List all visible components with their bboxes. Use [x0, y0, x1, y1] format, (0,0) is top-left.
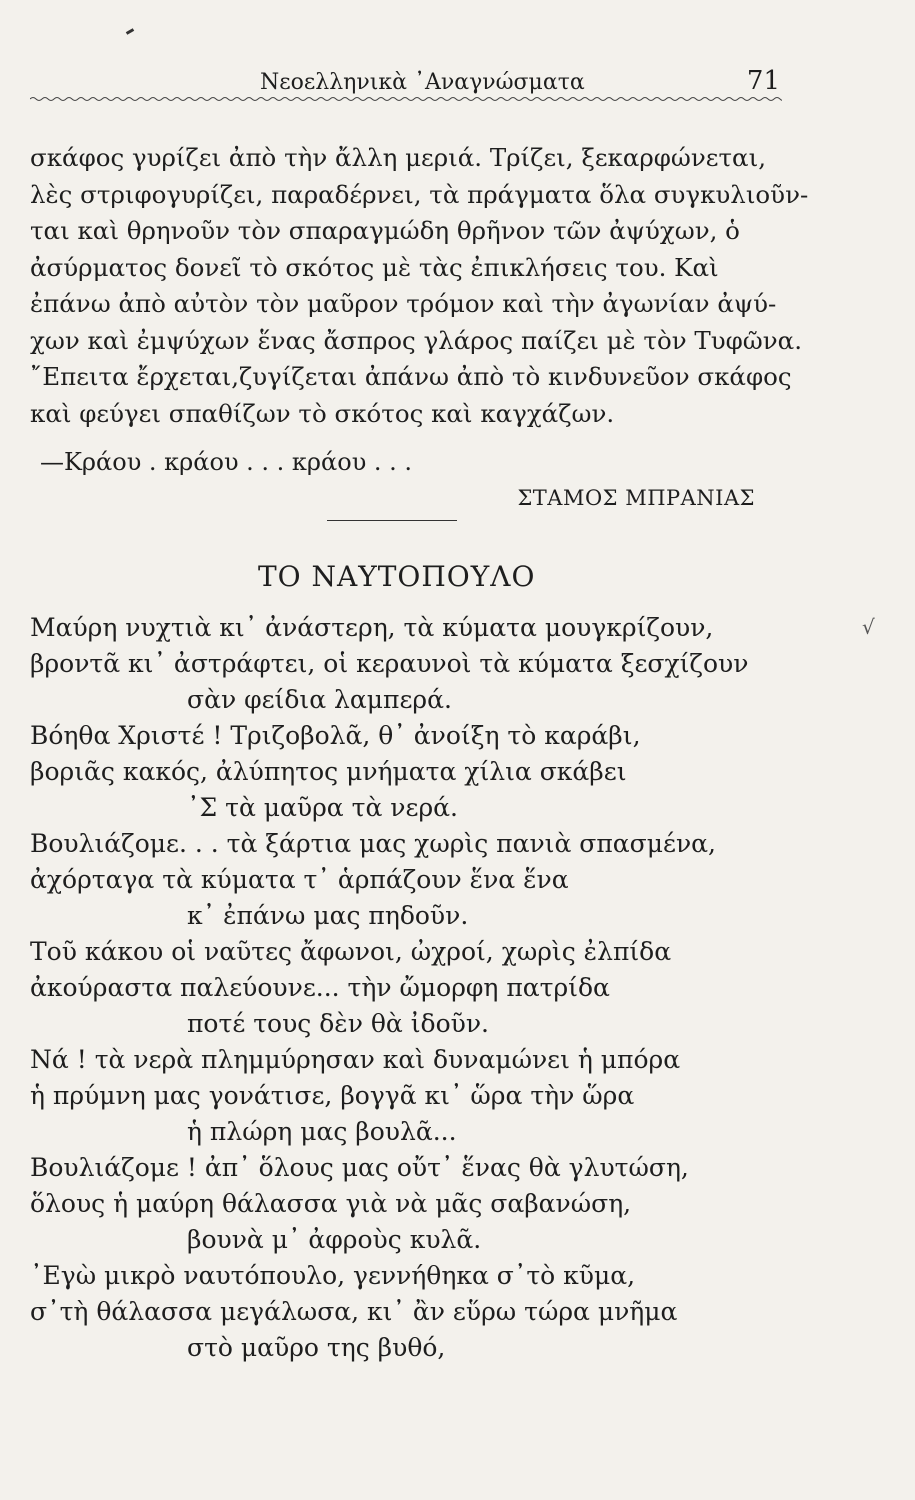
stanza — [30, 1042, 810, 1150]
prose-line: ῎Επειτα ἔρχεται,ζυγίζεται ἀπάνω ἀπὸ τὸ κινδυνεῦον σκάφος — [30, 362, 792, 391]
verse-line: Βουλιάζομε ! ἀπ᾿ ὅλους μας οὔτ᾿ ἕνας θὰ γλυτώση, — [30, 1153, 689, 1182]
verse-line: ἀκούραστα παλεύουνε... τὴν ὤμορφη πατρίδα — [30, 973, 610, 1002]
verse-line: ὅλους ἡ μαύρη θάλασσα γιὰ νὰ μᾶς σαβανώση, — [30, 1189, 632, 1218]
stanza — [30, 718, 810, 826]
running-title: Νεοελληνικὰ ᾿Αναγνώσματα — [260, 70, 585, 95]
dialogue-line: —Κράου . κράου . . . κράου . . . — [40, 448, 413, 476]
stanza — [30, 1150, 810, 1258]
prose-line: ἀσύρματος δονεῖ τὸ σκότος μὲ τὰς ἐπικλήσεις του. Καὶ — [30, 252, 719, 282]
verse-line: ἀχόρταγα τὰ κύματα τ᾿ ἁρπάζουν ἕνα ἕνα — [30, 865, 569, 894]
verse-refrain: ᾿Σ τὰ μαῦρα τὰ νερά. — [187, 793, 458, 822]
stanza — [30, 826, 810, 934]
author-signature: ΣΤΑΜΟΣ ΜΠΡΑΝΙΑΣ — [517, 486, 755, 510]
prose-line: σκάφος γυρίζει ἀπὸ τὴν ἄλλη μεριά. Τρίζει, ξεκαρφώνεται, — [30, 143, 766, 172]
verse-line: Μαύρη νυχτιὰ κι᾿ ἀνάστερη, τὰ κύματα μουγκρίζουν, — [30, 613, 714, 642]
verse-line: ἡ πρύμνη μας γονάτισε, βογγᾶ κι᾿ ὥρα τὴν ὥρα — [30, 1081, 635, 1110]
prose-line: ται καὶ θρηνοῦν τὸν σπαραγμώδη θρῆνον τῶν ἀψύχων, ὁ — [30, 216, 740, 245]
verse-refrain: ἡ πλώρη μας βουλᾶ... — [187, 1117, 457, 1146]
verse-line: Νά ! τὰ νερὰ πλημμύρησαν καὶ δυναμώνει ἡ μπόρα — [30, 1045, 681, 1074]
verse-line: Τοῦ κάκου οἱ ναῦτες ἄφωνοι, ὠχροί, χωρὶς ἐλπίδα — [30, 937, 672, 966]
verse-line: βροντᾶ κι᾿ ἀστράφτει, οἱ κεραυνοὶ τὰ κύματα ξεσχίζουν — [30, 649, 749, 678]
verse-refrain: κ᾿ ἐπάνω μας πηδοῦν. — [187, 901, 469, 930]
prose-line: χων καὶ ἐμψύχων ἕνας ἄσπρος γλάρος παίζει μὲ τὸν Τυφῶνα. — [30, 325, 803, 355]
stanza — [30, 1258, 810, 1366]
verse-refrain: βουνὰ μ᾿ ἀφροὺς κυλᾶ. — [187, 1225, 482, 1254]
stanza — [30, 610, 810, 718]
prose-line: ἐπάνω ἀπὸ αὐτὸν τὸν μαῦρον τρόμον καὶ τὴν ἀγωνίαν ἀψύ- — [30, 289, 777, 318]
verse-line: Βόηθα Χριστέ ! Τριζοβολᾶ, θ᾿ ἀνοίξη τὸ καράβι, — [30, 721, 641, 750]
verse-refrain: στὸ μαῦρο της βυθό, — [187, 1333, 446, 1362]
margin-check-mark: √ — [862, 615, 875, 639]
prose-line: καὶ φεύγει σπαθίζων τὸ σκότος καὶ καγχάζων. — [30, 398, 615, 428]
poem-body — [30, 610, 810, 1366]
verse-line: ᾿Εγὼ μικρὸ ναυτόπουλο, γεννήθηκα σ᾿τὸ κῦμα, — [30, 1261, 636, 1290]
verse-refrain: σὰν φείδια λαμπερά. — [187, 685, 452, 714]
verse-line: βοριᾶς κακός, ἀλύπητος μνήματα χίλια σκάβει — [30, 757, 627, 786]
stanza — [30, 934, 810, 1042]
page-number: 71 — [746, 66, 780, 96]
ink-mark — [126, 28, 134, 35]
header-wavy-rule — [30, 94, 782, 104]
poem-title: ΤΟ ΝΑΥΤΟΠΟΥΛΟ — [258, 560, 536, 593]
prose-line: λὲς στριφογυρίζει, παραδέρνει, τὰ πράγματα ὅλα συγκυλιοῦν- — [30, 179, 809, 209]
prose-passage — [30, 140, 809, 432]
verse-line: σ᾿τὴ θάλασσα μεγάλωσα, κι᾿ ἂν εὕρω τώρα μνῆμα — [30, 1297, 678, 1326]
section-divider — [327, 520, 457, 521]
verse-refrain: ποτέ τους δὲν θὰ ἰδοῦν. — [187, 1009, 489, 1038]
verse-line: Βουλιάζομε. . . τὰ ξάρτια μας χωρὶς πανιὰ σπασμένα, — [30, 829, 716, 858]
